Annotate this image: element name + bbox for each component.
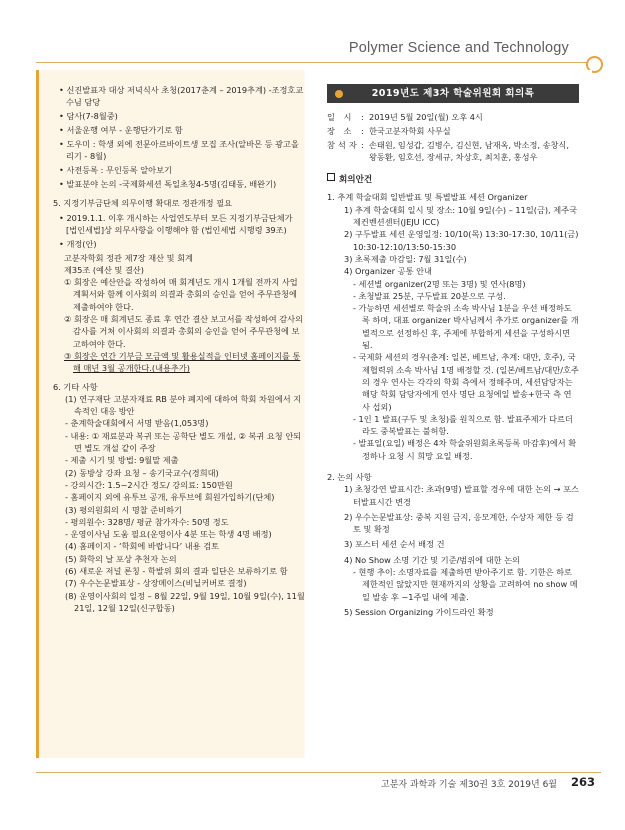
agenda-2-item: 2) 우수논문발표상: 중복 지원 금지, 응모계한, 수상자 제한 등 검토 및 확정 [344,511,574,535]
page-number: 263 [570,775,595,789]
meta-row-date [327,112,579,124]
agenda-2-item: 4) No Show 소명 기간 및 기준/범위에 대한 논의 [344,554,520,565]
agenda-2 [327,471,579,618]
section-5-bullets [53,212,305,250]
meta-value: 한국고분자학회 사무실 [369,125,451,136]
content-panel [36,70,592,758]
section-5-title: 5. 지정기부금단체 의무이행 확대로 정관개정 필요 [53,198,233,209]
list-item: • 사전등록 : 무인등록 알아보기 [59,164,172,175]
list-item: • 도우미 : 학생 외에 전문아르바이트생 모집 조사(알바몬 등 광고올리기 - 8월) [59,138,299,161]
ribbon-dot-icon [335,90,343,98]
ribbon-label: 2019년도 제3차 학술위원회 회의록 [371,88,535,99]
agenda-1-item: 4) Organizer 공통 안내 [344,266,432,277]
header-divider [36,62,601,63]
list-item: • 신진발표자 대상 저녁식사 초청(2017춘계 – 2019추계) -조정호교수님 담당 [59,85,304,108]
agenda-1-head: 1. 추계 학술대회 일반발표 및 특별발표 세션 Organizer [327,192,528,203]
agenda-1-item: 2) 구두발표 세션 운영일정: 10/10(목) 13:30-17:30, 10/11(금) 10:30-12:10/13:50-15:30 [344,229,579,252]
section-6-group-line: - 홈페이지 외에 유투브 공개, 유투브에 회원가입하기(단체) [65,492,275,503]
agenda-1 [327,191,579,462]
meta-separator: : [361,112,364,122]
section-5-num-2: ③ 회장은 연간 기부금 모금액 및 활용실적을 인터넷 홈페이지를 통해 매년 3월 공개한다.(내용추가) [64,350,301,374]
agenda-1-sub: - 초청발표 25분, 구두발표 20분으로 구성. [353,290,506,301]
section-6-group-line: - 제출 시기 및 방법: 9월말 제출 [65,455,179,466]
section-6-group-line: - 강의시간: 1.5~2시간 정도/ 강의료: 150만원 [65,479,233,490]
section-5 [53,197,305,374]
section-6-group-head: (3) 평의원회의 시 명찰 준비하기 [65,504,182,515]
section-6-group-head: (2) 동방상 강좌 요청 – 송기국교수(경희대) [65,467,219,478]
section-6-group-line: - 운영이사님 도움 필요(운영이사 4분 또는 학생 4명 배정) [65,529,272,540]
section-5-sub-0: 고분자학회 정관 제7장 재산 및 회계 [64,252,193,263]
agenda-1-item: 3) 초록제출 마감일: 7월 31일(수) [344,253,467,264]
meta-label: 참석자 [327,139,360,150]
meta-separator: : [361,139,364,150]
meta-label: 장 소 [327,125,355,136]
list-item: • 담사(7-8월중) [59,111,118,122]
agenda-2-item: 3) 포스터 세션 순서 배정 건 [344,539,445,550]
agenda-2-item: 5) Session Organizing 가이드라인 확정 [344,606,494,617]
page-header [0,0,625,72]
section-6-title: 6. 기타 사항 [53,381,98,392]
agenda-1-sub: - 1인 1 발표(구두 및 초청)를 원칙으로 함. 발표주제가 다르더라도 중복발표는 불허함. [353,413,573,437]
agenda-2-head: 2. 논의 사항 [327,471,372,482]
meta-row-attendees [327,140,579,164]
footer-journal-info: 고분자 과학과 기술 제30권 3호 2019년 6월 [381,780,557,790]
agenda-2-item: 1) 초청강연 발표시간: 초과(9명) 발표할 경우에 대한 논의 → 포스터발표시간 변경 [344,484,579,507]
section-5-num-1: ② 회장은 매 회계년도 종료 후 연간 결산 보고서를 작성하여 감사의 감사를 거쳐 이사회의 의결과 총회의 승인을 얻어 주무관청에 보고하여야 한다. [64,314,304,349]
left-top-bullet-list [53,84,305,190]
footer-divider [36,772,601,773]
section-6-group-head: (4) 홈페이지 - ‘학회에 바랍니다’ 내용 검토 [65,541,220,552]
agenda-1-sub: - 국제화 세션의 경우(춘계: 일본, 베트남, 추계: 대만, 호주), 국제협력위 소속 박사님 1명 배정할 것. (일본/베트남/대만/호주의 경우 연사는 각각의 학회 측에서 정해주며, 세션담당자는 해당 학회 담당자에게 연사 명단 요청에일 발송+한국 측 연사 섭외) [353,352,579,412]
section-6 [53,381,305,615]
page-footer [36,772,601,794]
section-6-group-line: - 내용: ① 재료분과 복귀 또는 공학단 별도 개설, ② 복귀 요청 안되면 별도 개설 같이 주장 [65,430,302,454]
minutes-ribbon-title [327,84,579,103]
square-bullet-icon [327,173,335,181]
meta-value: 손태원, 임성갑, 김병수, 김신현, 남재옥, 박소정, 송창식, 왕동환, 임호선, 장세규, 차상호, 최치훈, 홍성우 [369,139,569,162]
section-6-group-head: (7) 우수논문발표상 - 상장메이스(비닐커버로 결정) [65,578,247,589]
left-column [53,70,305,614]
agenda-section-heading: 회의안건 [327,174,579,187]
agenda-1-sub: - 발표일(요일) 배정은 4차 학술위원회초록등록 마감후)에서 확정하나 요청 시 희망 요일 배정. [353,438,577,461]
list-item: • 서울운행 여부 - 운행단가기로 함 [59,124,183,135]
section-6-group-line: - 평의원수: 328명/ 평균 참가자수: 50명 정도 [65,516,229,527]
section-6-group-head: (6) 새로운 저널 론칭 - 학발위 회의 결과 일단은 보류하기로 함 [65,565,288,576]
right-column [327,70,579,618]
list-item: • 2019.1.1. 이후 개시하는 사업연도부터 모든 지정기부금단체가 [법인세법]상 의무사항을 이행해야 함 (법인세법 시행령 39조) [59,212,293,235]
section-6-group-line: - 춘계학술대회에서 서명 받음(1,053명) [65,418,209,429]
meta-row-place [327,126,579,138]
list-item: • 개정(안) [59,238,97,249]
section-6-group-head: (1) 연구재단 고분자재료 RB 분야 폐지에 대하여 학회 차원에서 지속적인 대응 방안 [65,393,302,417]
list-item: • 발표분야 논의 -국제화세션 독일초청4-5명(김태동, 배완기) [59,178,277,189]
journal-title: Polymer Science and Technology [348,40,569,56]
agenda-2-sub: - 현행 추이: 소명자료를 제출하면 받아주기로 함. 기한은 하로 제한적인 않았지만 현재까지의 상황을 고려하여 no show 메일 발송 후 ~1주일 내에 제출. [353,567,578,602]
section-6-group-head: (8) 운영이사회의 일정 – 8월 22일, 9월 19일, 10월 9일(수), 11월 21일, 12월 12일(신구합동) [65,590,305,613]
meta-value: 2019년 5월 20일(월) 오후 4시 [369,112,483,122]
agenda-1-sub: - 가능하면 세션별로 학술위 소속 박사님 1분을 우선 배정하도록 하며, 대표 organizer 박사님께서 추가로 organizer를 개별적으로 선정하신 후, 주제에 부합하게 세션을 구성하시면 됨. [353,303,579,351]
meta-label: 일 시 [327,112,355,122]
section-5-sub-1: 제35조 (예산 및 결산) [64,264,144,275]
meta-separator: : [361,125,364,136]
agenda-1-item: 1) 추계 학술대회 일시 및 장소: 10월 9일(수) – 11일(금), 제주국제컨벤션센터(JEJU ICC) [344,204,577,228]
section-5-num-0: ① 회장은 예산안을 작성하여 매 회계년도 개시 1개월 전까지 사업계획서와 함께 이사회의 의결과 총회의 승인을 얻어 주무관청에 제출하여야 한다. [64,277,298,312]
section-6-group-head: (5) 화학의 날 포상 추천자 논의 [65,553,177,564]
agenda-1-sub: - 세션별 organizer(2명 또는 3명) 및 연사(8명) [353,278,526,289]
